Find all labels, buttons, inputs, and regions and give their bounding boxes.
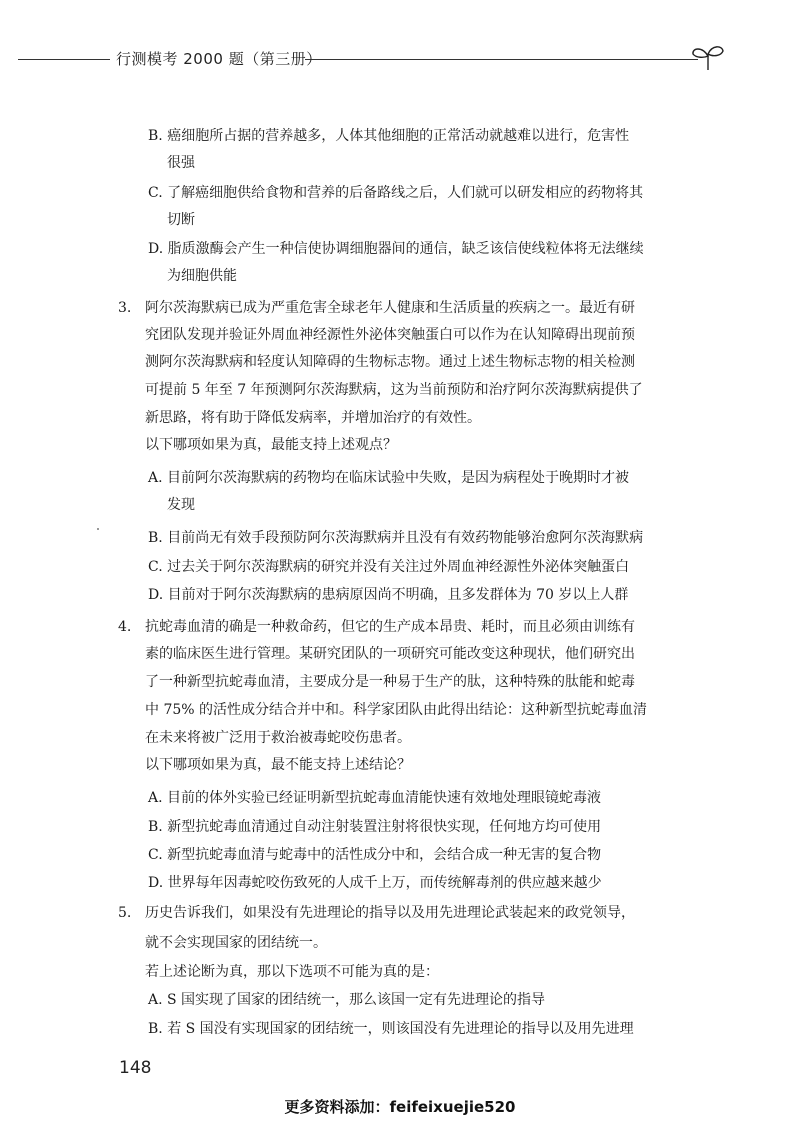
option-text-line: A. S 国实现了国家的团结统一，那么该国一定有先进理论的指导	[148, 992, 546, 1008]
question-number: 4.	[118, 619, 132, 635]
option-text-line: B. 目前尚无有效手段预防阿尔茨海默病并且没有有效药物能够治愈阿尔茨海默病	[148, 530, 644, 546]
question-text-line: 新思路，将有助于降低发病率，并增加治疗的有效性。	[145, 410, 481, 426]
page-number: 148	[119, 1058, 152, 1078]
question-text-line: 历史告诉我们，如果没有先进理论的指导以及用先进理论武装起来的政党领导，	[145, 905, 635, 921]
option-text-line: 为细胞供能	[167, 268, 237, 284]
option-text-line: B. 若 S 国没有实现国家的团结统一，则该国没有先进理论的指导以及用先进理	[148, 1021, 634, 1037]
question-text-line: 就不会实现国家的团结统一。	[145, 935, 327, 951]
option-text-line: C. 新型抗蛇毒血清与蛇毒中的活性成分中和，会结合成一种无害的复合物	[148, 847, 602, 863]
question-text-line: 以下哪项如果为真，最不能支持上述结论？	[145, 757, 411, 773]
question-text-line: 了一种新型抗蛇毒血清，主要成分是一种易于生产的肽，这种特殊的肽能和蛇毒	[145, 674, 635, 690]
option-text-line: C. 过去关于阿尔茨海默病的研究并没有关注过外周血神经源性外泌体突触蛋白	[148, 559, 630, 575]
option-text-line: D. 脂质激酶会产生一种信使协调细胞器间的通信，缺乏该信使线粒体将无法继续	[148, 241, 644, 257]
question-text-line: 抗蛇毒血清的确是一种救命药，但它的生产成本昂贵、耗时，而且必须由训练有	[145, 619, 635, 635]
option-text-line: A. 目前的体外实验已经证明新型抗蛇毒血清能快速有效地处理眼镜蛇毒液	[148, 790, 602, 806]
option-text-line: D. 世界每年因毒蛇咬伤致死的人成千上万，而传统解毒剂的供应越来越少	[148, 875, 602, 891]
option-text-line: 切断	[167, 212, 195, 228]
question-number: 5.	[118, 905, 132, 921]
question-text-line: 测阿尔茨海默病和轻度认知障碍的生物标志物。通过上述生物标志物的相关检测	[145, 354, 635, 370]
question-text-line: 若上述论断为真，那以下选项不可能为真的是：	[145, 964, 439, 980]
question-text-line: 在未来将被广泛用于救治被毒蛇咬伤患者。	[145, 730, 411, 746]
option-text-line: C. 了解癌细胞供给食物和营养的后备路线之后，人们就可以研发相应的药物将其	[148, 185, 644, 201]
question-text-line: 以下哪项如果为真，最能支持上述观点？	[145, 437, 397, 453]
option-text-line: A. 目前阿尔茨海默病的药物均在临床试验中失败，是因为病程处于晚期时才被	[148, 470, 630, 486]
question-number: 3.	[118, 300, 132, 316]
option-text-line: B. 新型抗蛇毒血清通过自动注射装置注射将很快实现，任何地方均可使用	[148, 819, 602, 835]
question-text-line: 阿尔茨海默病已成为严重危害全球老年人健康和生活质量的疾病之一。最近有研	[145, 300, 635, 316]
question-text-line: 可提前 5 年至 7 年预测阿尔茨海默病，这为当前预防和治疗阿尔茨海默病提供了	[145, 382, 643, 398]
question-text-line: 素的临床医生进行管理。某研究团队的一项研究可能改变这种现状，他们研究出	[145, 646, 635, 662]
question-text-line: 中 75% 的活性成分结合并中和。科学家团队由此得出结论：这种新型抗蛇毒血清	[145, 702, 648, 718]
book-title: 行测模考 2000 题（第三册）	[116, 50, 322, 68]
option-text-line: 发现	[167, 497, 195, 513]
option-text-line: 很强	[167, 155, 195, 171]
option-text-line: B. 癌细胞所占据的营养越多，人体其他细胞的正常活动就越难以进行，危害性	[148, 128, 630, 144]
margin-mark	[97, 528, 99, 530]
footer-note: 更多资料添加：feifeixuejie520	[284, 1098, 516, 1116]
question-text-line: 究团队发现并验证外周血神经源性外泌体突触蛋白可以作为在认知障碍出现前预	[145, 327, 635, 343]
option-text-line: D. 目前对于阿尔茨海默病的患病原因尚不明确，且多发群体为 70 岁以上人群	[148, 587, 629, 603]
